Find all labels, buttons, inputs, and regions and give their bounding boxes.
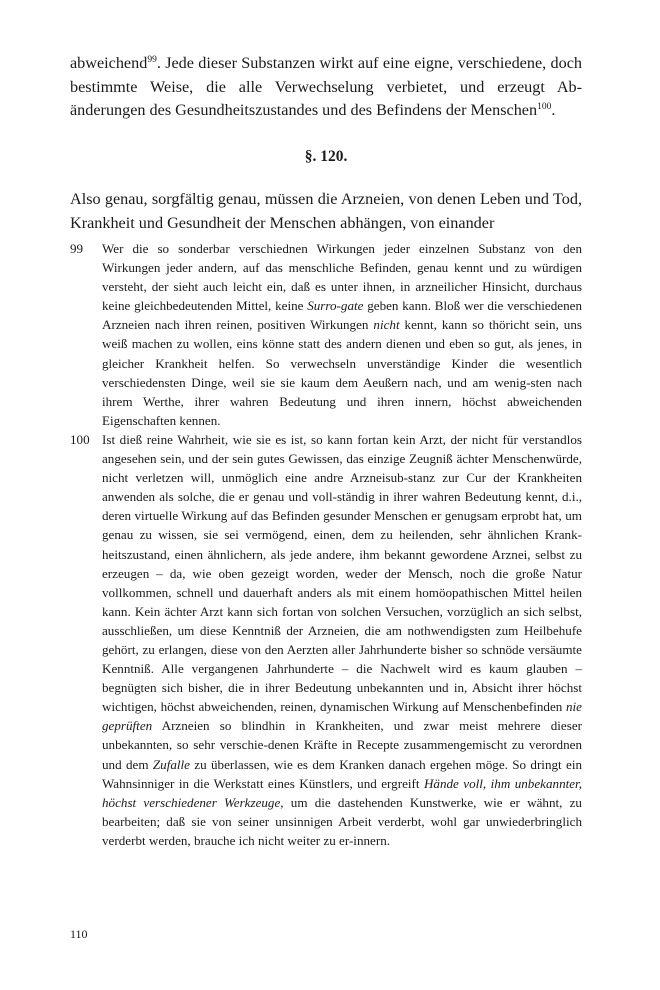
page-number: 110 (70, 927, 88, 941)
footnote-100-text-2: Arzneien so blindhin in Krankheiten, und zwar meist mehrere dieser unbekannten, so sehr verschie-denen Kräfte in Recepte zusammengemischt zu verordnen und dem (102, 718, 582, 772)
footnote-100-text-1: Ist dieß reine Wahrheit, wie sie es ist, so kann fortan kein Arzt, der nicht für verstandlos angesehen sein, und der sein gutes Gewissen, das einzige Zeugniß ächter Menschenwürde, nicht verletzen will, unmöglich eine andre Arzneisub-stanz zur Cur der Krankheiten anwenden als solche, die er genau und voll-ständig in ihrer wahren Bedeutung kennt, d.i., deren virtuelle Wirkung auf das Befinden gesunder Menschen er genugsam erprobt hat, um genau zu wissen, sie sei vermögend, einen, dem zu heilenden, sehr ähnlichen Krank-heitszustand, einen ähnlichern, als jede andere, ihm bekannt gewordene Arznei, selbst zu erzeugen – da, wie oben gezeigt worden, weder der Mensch, noch die große Natur vollkommen, schnell und dauerhaft anders als mit einem homöopathischen Mittel heilen kann. Kein ächter Arzt kann sich fortan von solchen Versuchen, vorzüglich an sich selbst, ausschließen, um diese Kenntniß der Arzneien, die am nothwendigsten zum Heilbehufe gehört, zu erlangen, diese von den Aerzten aller Jahrhunderte bisher so schnöde versäumte Kenntniß. Alle vergangenen Jahrhunderte – die Nachwelt wird es kaum glauben – begnügten sich bisher, die in ihrer Bedeutung unbekannten und in, Absicht ihrer höchst wichtigen, höchst abweichenden, reinen, dynamischen Wirkung auf Menschenbefinden (102, 431, 582, 715)
paragraph-1-text-b: . Jede dieser Substanzen wirkt auf eine eigne, verschiedene, doch bestimmte Weise, die alle Verwechselung verbietet, und erzeugt Ab-änderungen des Gesundheitszustandes und des Befindens der Menschen (70, 54, 582, 119)
footnote-text (102, 239, 582, 430)
footnote-100-italic-1: nie geprüften (102, 699, 582, 734)
footnote-99-italic-1: Surro-gate (307, 298, 364, 314)
footnote-100 (70, 430, 582, 850)
footnote-100-italic-3: Hände voll, ihm unbekannter, höchst verschiedener Werkzeuge, (102, 775, 582, 810)
footnote-ref-100[interactable]: 100 (537, 102, 552, 112)
footnote-99-italic-2: nicht (373, 317, 400, 333)
footnote-100-text-4: um die dastehenden Kunstwerke, wie er wähnt, zu bearbeiten; daß sie von seiner unsinnigen Arbeit verderbt, wohl gar unwiederbringlich verderbt werden, brauche ich nicht weiter zu er-innern. (102, 794, 582, 848)
footnote-99-text-2: geben kann. Bloß wer die verschiedenen Arzneien nach ihren reinen, positiven Wirkungen (102, 298, 582, 333)
footnote-text (102, 430, 582, 850)
paragraph-1 (70, 52, 582, 123)
paragraph-1-text-a: abweichend (70, 54, 148, 72)
footnote-99-text-3: kennt, kann so thöricht sein, uns weiß machen zu wollen, eins könne statt des andern dienen und eben so gut, als jenes, in gleicher Krankheit helfen. So verwechseln unverständige Kinder die wesentlich verschiedensten Dinge, weil sie sie kaum dem Aeußern nach, und am wenig-sten nach ihrem Werthe, ihrer wahren Bedeutung und ihren innern, höchst abweichenden Eigenschaften kennen. (102, 317, 582, 428)
footnote-100-text-3: zu überlassen, wie es dem Kranken danach ergehen möge. So dringt ein Wahnsinniger in die Werkstatt eines Künstlers, und ergreift (102, 756, 583, 791)
main-text (70, 52, 582, 235)
footnote-ref-99[interactable]: 99 (147, 55, 157, 65)
section-heading: §. 120. (304, 147, 348, 165)
footnote-number: 99 (70, 241, 84, 256)
footnotes (70, 239, 582, 850)
footnote-100-italic-2: Zufalle (152, 756, 190, 772)
footnote-99-text-1: Wer die so sonderbar verschiednen Wirkungen jeder einzelnen Substanz von den Wirkungen jeder andern, auf das menschliche Befinden, genau kennt und zu würdigen versteht, der sieht auch leicht ein, daß es unter ihnen, in arzneilicher Hinsicht, durchaus keine gleichbedeutenden Mittel, keine (102, 241, 582, 314)
paragraph-2: Also genau, sorgfältig genau, müssen die Arzneien, von denen Leben und Tod, Krankheit und Gesundheit der Menschen abhängen, von einander (70, 190, 582, 232)
footnote-number: 100 (70, 431, 90, 447)
paragraph-1-text-c: . (551, 101, 556, 119)
footnote-99 (70, 239, 582, 430)
